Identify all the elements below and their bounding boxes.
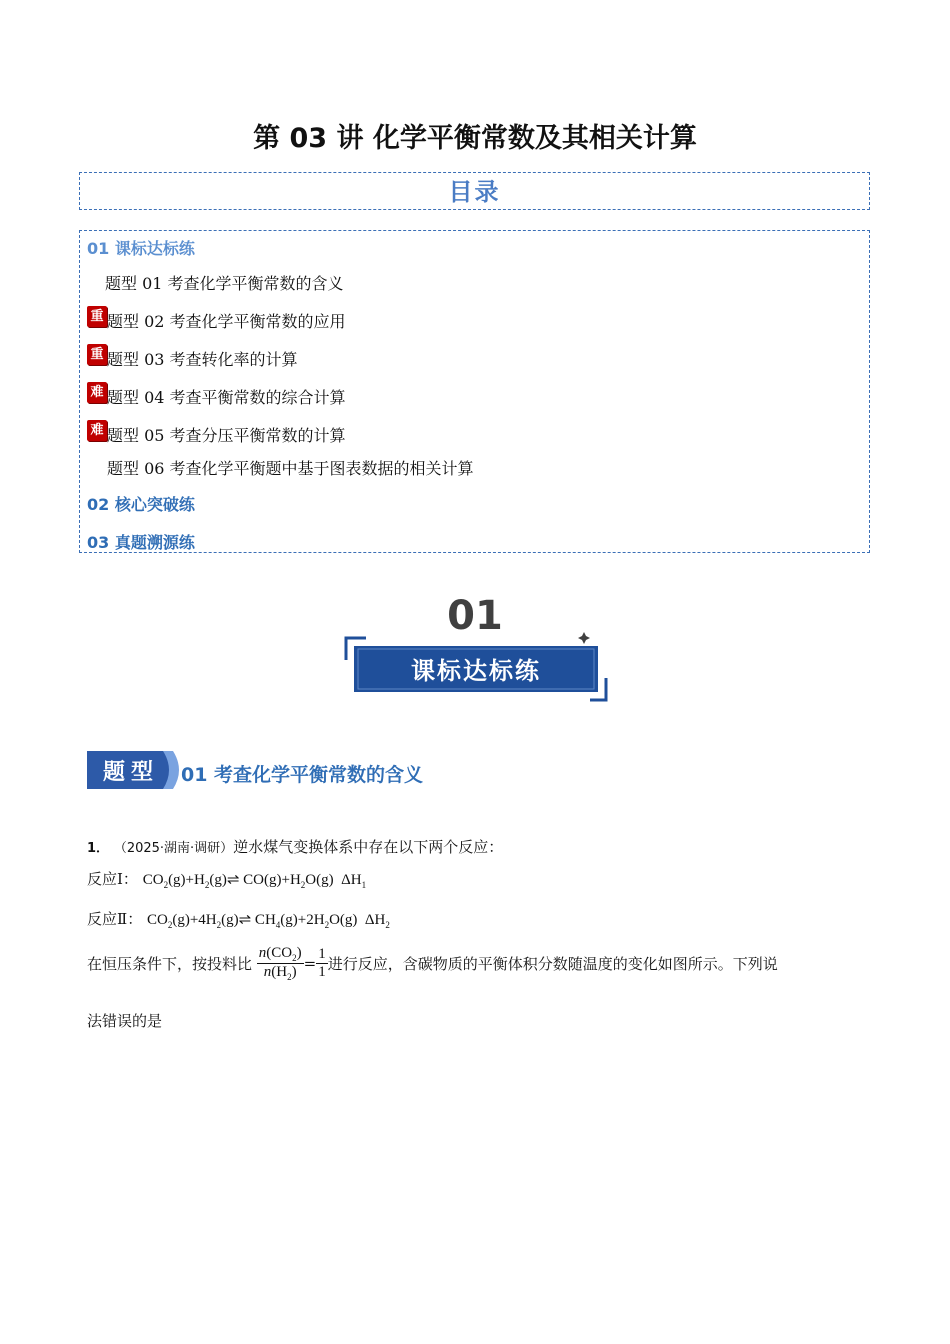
toc-section-3[interactable]: 03 真题溯源练 bbox=[87, 533, 195, 552]
page-title: 第 03 讲 化学平衡常数及其相关计算 bbox=[253, 123, 697, 154]
hard-badge: 难 bbox=[87, 420, 107, 441]
toc-item-2[interactable]: 题型 02 考查化学平衡常数的应用 bbox=[107, 312, 346, 331]
ratio-value-fraction: $\frac{1}{1}$ bbox=[318, 946, 326, 980]
ratio-prefix: 在恒压条件下，按投料比 bbox=[87, 955, 253, 973]
question-text: 逆水煤气变换体系中存在以下两个反应： bbox=[233, 838, 504, 856]
reaction-2-label: 反应Ⅱ： bbox=[87, 910, 143, 928]
toc-item-3[interactable]: 题型 03 考查转化率的计算 bbox=[107, 350, 298, 369]
hard-badge: 难 bbox=[87, 382, 107, 403]
section-number: 01 bbox=[447, 593, 503, 639]
type-tag-label: 题型 bbox=[102, 759, 159, 785]
question-number: 1． bbox=[87, 841, 110, 856]
question-intro bbox=[87, 836, 503, 857]
toc-item-6[interactable]: 题型 06 考查化学平衡题中基于图表数据的相关计算 bbox=[107, 459, 474, 478]
toc-header bbox=[79, 172, 870, 210]
reaction-2 bbox=[87, 908, 390, 930]
key-badge: 重 bbox=[87, 306, 107, 327]
question-source: （2025·湖南·调研） bbox=[113, 841, 234, 856]
ratio-suffix: 进行反应，含碳物质的平衡体积分数随温度的变化如图所示。下列说 bbox=[327, 955, 778, 973]
key-badge: 重 bbox=[87, 344, 107, 365]
sparkle-icon bbox=[578, 632, 590, 644]
reaction-1-equation: $CO_2(g)+H_2(g)\rightleftharpoons$ $CO(g)+H_2O(g)$ $\Delta H_1$ bbox=[142, 872, 367, 890]
reaction-1 bbox=[87, 868, 366, 890]
toc-item-1[interactable]: 题型 01 考查化学平衡常数的含义 bbox=[105, 274, 344, 293]
toc-heading: 目录 bbox=[448, 178, 501, 206]
question-continuation: 法错误的是 bbox=[87, 1012, 163, 1030]
type-title: 01 考查化学平衡常数的含义 bbox=[181, 764, 424, 786]
toc-section-1[interactable]: 01 课标达标练 bbox=[87, 239, 195, 258]
reaction-2-equation: $CO_2(g)+4H_2(g)\rightleftharpoons$ $CH_4(g)+2H_2O(g)$ $\Delta H_2$ bbox=[146, 912, 390, 930]
reaction-1-label: 反应Ⅰ： bbox=[87, 870, 138, 888]
toc-section-2[interactable]: 02 核心突破练 bbox=[87, 495, 195, 514]
toc-item-4[interactable]: 题型 04 考查平衡常数的综合计算 bbox=[107, 388, 346, 407]
feed-ratio-fraction: $\frac{n(CO_2)}{n(H_2)}$ bbox=[258, 945, 302, 982]
toc-box bbox=[79, 230, 870, 553]
ratio-line: 在恒压条件下，按投料比 $\frac{n(CO_2)}{n(H_2)}$ = $\frac{1}{1}$ 进行反应，含碳物质的平衡体积分数随温度的变化如图所示。下列说 bbox=[87, 945, 778, 982]
toc-item-5[interactable]: 题型 05 考查分压平衡常数的计算 bbox=[107, 426, 346, 445]
section-banner-label: 课标达标练 bbox=[411, 657, 541, 685]
